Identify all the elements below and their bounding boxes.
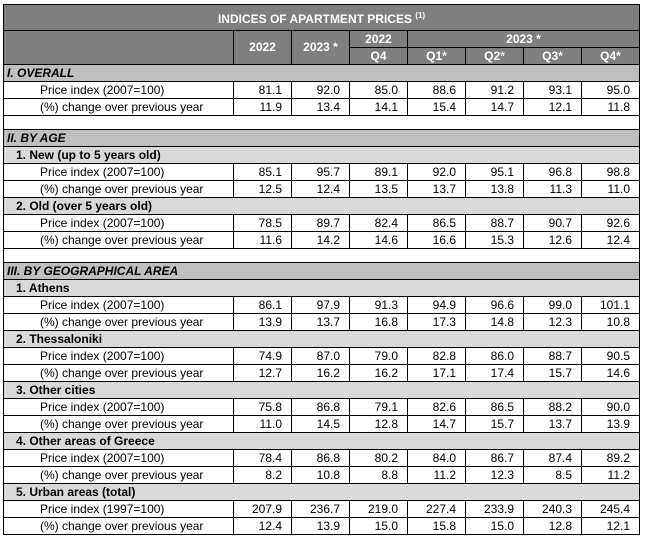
value-cell: 11.8 (582, 99, 640, 116)
value-cell: 12.4 (582, 232, 640, 249)
value-cell: 11.6 (234, 232, 292, 249)
value-cell: 233.9 (466, 501, 524, 518)
value-cell: 14.5 (292, 416, 350, 433)
value-cell: 86.5 (466, 399, 524, 416)
value-cell: 93.1 (524, 82, 582, 99)
row-label: Price index (2007=100) (4, 82, 234, 99)
section-header-row (4, 65, 640, 82)
value-cell: 85.1 (234, 164, 292, 181)
section-header: III. BY GEOGRAPHICAL AREA (4, 263, 640, 280)
row-label: Price index (1997=100) (4, 501, 234, 518)
value-cell: 89.2 (582, 450, 640, 467)
value-cell: 81.1 (234, 82, 292, 99)
value-cell: 16.2 (292, 365, 350, 382)
value-cell: 13.4 (292, 99, 350, 116)
value-cell: 8.2 (234, 467, 292, 484)
section-header: I. OVERALL (4, 65, 640, 82)
row-label: (%) change over previous year (4, 181, 234, 198)
value-cell: 98.8 (582, 164, 640, 181)
table-row (4, 215, 640, 232)
table-row (4, 82, 640, 99)
subsection-header-row (4, 433, 640, 450)
value-cell: 101.1 (582, 297, 640, 314)
row-label: (%) change over previous year (4, 365, 234, 382)
value-cell: 245.4 (582, 501, 640, 518)
section-spacer (4, 116, 640, 130)
table-row (4, 297, 640, 314)
spacer-cell (4, 116, 640, 130)
value-cell: 95.0 (582, 82, 640, 99)
row-label: Price index (2007=100) (4, 450, 234, 467)
value-cell: 82.8 (408, 348, 466, 365)
value-cell: 10.8 (582, 314, 640, 331)
value-cell: 13.7 (408, 181, 466, 198)
value-cell: 75.8 (234, 399, 292, 416)
subsection-header-row (4, 280, 640, 297)
header-2022: 2022 (234, 31, 292, 65)
value-cell: 16.2 (350, 365, 408, 382)
section-header-row (4, 263, 640, 280)
value-cell: 15.8 (408, 518, 466, 535)
row-label: Price index (2007=100) (4, 399, 234, 416)
value-cell: 15.0 (350, 518, 408, 535)
subsection-header-row (4, 147, 640, 164)
table-row (4, 467, 640, 484)
header-q1: Q1* (408, 48, 466, 65)
table-title-text: INDICES OF APARTMENT PRICES (217, 12, 412, 26)
header-blank-cell (4, 31, 234, 65)
value-cell: 82.4 (350, 215, 408, 232)
header-row-1 (4, 31, 640, 48)
value-cell: 13.7 (292, 314, 350, 331)
section-header: II. BY AGE (4, 130, 640, 147)
value-cell: 12.7 (234, 365, 292, 382)
value-cell: 13.8 (466, 181, 524, 198)
table-row (4, 450, 640, 467)
value-cell: 15.7 (524, 365, 582, 382)
value-cell: 11.2 (408, 467, 466, 484)
row-label: Price index (2007=100) (4, 164, 234, 181)
subsection-header: 1. Athens (4, 280, 640, 297)
value-cell: 11.0 (234, 416, 292, 433)
value-cell: 88.7 (466, 215, 524, 232)
value-cell: 85.0 (350, 82, 408, 99)
table-row (4, 164, 640, 181)
subsection-header-row (4, 198, 640, 215)
value-cell: 74.9 (234, 348, 292, 365)
subsection-header-row (4, 484, 640, 501)
value-cell: 16.8 (350, 314, 408, 331)
value-cell: 10.8 (292, 467, 350, 484)
table-row (4, 399, 640, 416)
value-cell: 86.5 (408, 215, 466, 232)
value-cell: 89.1 (350, 164, 408, 181)
value-cell: 13.9 (234, 314, 292, 331)
value-cell: 79.0 (350, 348, 408, 365)
value-cell: 88.6 (408, 82, 466, 99)
table-row (4, 365, 640, 382)
header-q4-2022: Q4 (350, 48, 408, 65)
header-group-2022: 2022 (350, 31, 408, 48)
header-group-2023: 2023 * (408, 31, 640, 48)
value-cell: 90.7 (524, 215, 582, 232)
row-label: (%) change over previous year (4, 416, 234, 433)
value-cell: 88.2 (524, 399, 582, 416)
value-cell: 240.3 (524, 501, 582, 518)
value-cell: 96.8 (524, 164, 582, 181)
row-label: (%) change over previous year (4, 518, 234, 535)
value-cell: 92.0 (408, 164, 466, 181)
subsection-header: 2. Old (over 5 years old) (4, 198, 640, 215)
value-cell: 96.6 (466, 297, 524, 314)
subsection-header: 1. New (up to 5 years old) (4, 147, 640, 164)
value-cell: 227.4 (408, 501, 466, 518)
value-cell: 89.7 (292, 215, 350, 232)
table-row (4, 314, 640, 331)
value-cell: 219.0 (350, 501, 408, 518)
value-cell: 13.7 (524, 416, 582, 433)
value-cell: 11.3 (524, 181, 582, 198)
value-cell: 8.5 (524, 467, 582, 484)
value-cell: 12.3 (524, 314, 582, 331)
value-cell: 13.9 (292, 518, 350, 535)
table-row (4, 181, 640, 198)
section-header-row (4, 130, 640, 147)
spacer-cell (4, 249, 640, 263)
table-row (4, 501, 640, 518)
value-cell: 91.2 (466, 82, 524, 99)
value-cell: 14.1 (350, 99, 408, 116)
value-cell: 94.9 (408, 297, 466, 314)
value-cell: 87.4 (524, 450, 582, 467)
row-label: (%) change over previous year (4, 99, 234, 116)
row-label: Price index (2007=100) (4, 348, 234, 365)
value-cell: 12.6 (524, 232, 582, 249)
value-cell: 12.1 (524, 99, 582, 116)
value-cell: 92.0 (292, 82, 350, 99)
apartment-prices-table-wrapper (3, 4, 639, 535)
value-cell: 86.8 (292, 399, 350, 416)
value-cell: 84.0 (408, 450, 466, 467)
subsection-header: 5. Urban areas (total) (4, 484, 640, 501)
value-cell: 14.8 (466, 314, 524, 331)
header-q4: Q4* (582, 48, 640, 65)
section-spacer (4, 249, 640, 263)
value-cell: 14.6 (350, 232, 408, 249)
table-row (4, 232, 640, 249)
value-cell: 12.4 (292, 181, 350, 198)
value-cell: 11.9 (234, 99, 292, 116)
table-row (4, 99, 640, 116)
subsection-header: 4. Other areas of Greece (4, 433, 640, 450)
subsection-header-row (4, 331, 640, 348)
value-cell: 86.8 (292, 450, 350, 467)
table-row (4, 416, 640, 433)
value-cell: 12.3 (466, 467, 524, 484)
header-q2: Q2* (466, 48, 524, 65)
value-cell: 90.0 (582, 399, 640, 416)
value-cell: 16.6 (408, 232, 466, 249)
table-title-footnote: (1) (415, 11, 426, 20)
table-title (4, 5, 640, 31)
value-cell: 90.5 (582, 348, 640, 365)
header-2023: 2023 * (292, 31, 350, 65)
value-cell: 14.7 (408, 416, 466, 433)
value-cell: 86.1 (234, 297, 292, 314)
row-label: Price index (2007=100) (4, 297, 234, 314)
value-cell: 12.8 (350, 416, 408, 433)
value-cell: 17.3 (408, 314, 466, 331)
value-cell: 82.6 (408, 399, 466, 416)
value-cell: 97.9 (292, 297, 350, 314)
value-cell: 13.5 (350, 181, 408, 198)
value-cell: 87.0 (292, 348, 350, 365)
value-cell: 91.3 (350, 297, 408, 314)
value-cell: 12.1 (582, 518, 640, 535)
value-cell: 17.4 (466, 365, 524, 382)
value-cell: 95.1 (466, 164, 524, 181)
value-cell: 207.9 (234, 501, 292, 518)
value-cell: 12.4 (234, 518, 292, 535)
row-label: Price index (2007=100) (4, 215, 234, 232)
value-cell: 86.7 (466, 450, 524, 467)
value-cell: 15.4 (408, 99, 466, 116)
value-cell: 12.8 (524, 518, 582, 535)
value-cell: 15.3 (466, 232, 524, 249)
subsection-header: 3. Other cities (4, 382, 640, 399)
header-q3: Q3* (524, 48, 582, 65)
value-cell: 15.7 (466, 416, 524, 433)
value-cell: 86.0 (466, 348, 524, 365)
value-cell: 80.2 (350, 450, 408, 467)
table-row (4, 348, 640, 365)
value-cell: 14.6 (582, 365, 640, 382)
value-cell: 17.1 (408, 365, 466, 382)
value-cell: 88.7 (524, 348, 582, 365)
value-cell: 12.5 (234, 181, 292, 198)
value-cell: 15.0 (466, 518, 524, 535)
value-cell: 14.2 (292, 232, 350, 249)
value-cell: 99.0 (524, 297, 582, 314)
value-cell: 14.7 (466, 99, 524, 116)
subsection-header-row (4, 382, 640, 399)
row-label: (%) change over previous year (4, 314, 234, 331)
value-cell: 78.5 (234, 215, 292, 232)
value-cell: 11.2 (582, 467, 640, 484)
row-label: (%) change over previous year (4, 232, 234, 249)
value-cell: 92.6 (582, 215, 640, 232)
row-label: (%) change over previous year (4, 467, 234, 484)
value-cell: 78.4 (234, 450, 292, 467)
apartment-prices-table (3, 4, 640, 535)
value-cell: 8.8 (350, 467, 408, 484)
value-cell: 11.0 (582, 181, 640, 198)
value-cell: 95.7 (292, 164, 350, 181)
table-title-row (4, 5, 640, 31)
table-row (4, 518, 640, 535)
value-cell: 13.9 (582, 416, 640, 433)
value-cell: 236.7 (292, 501, 350, 518)
subsection-header: 2. Thessaloniki (4, 331, 640, 348)
value-cell: 79.1 (350, 399, 408, 416)
